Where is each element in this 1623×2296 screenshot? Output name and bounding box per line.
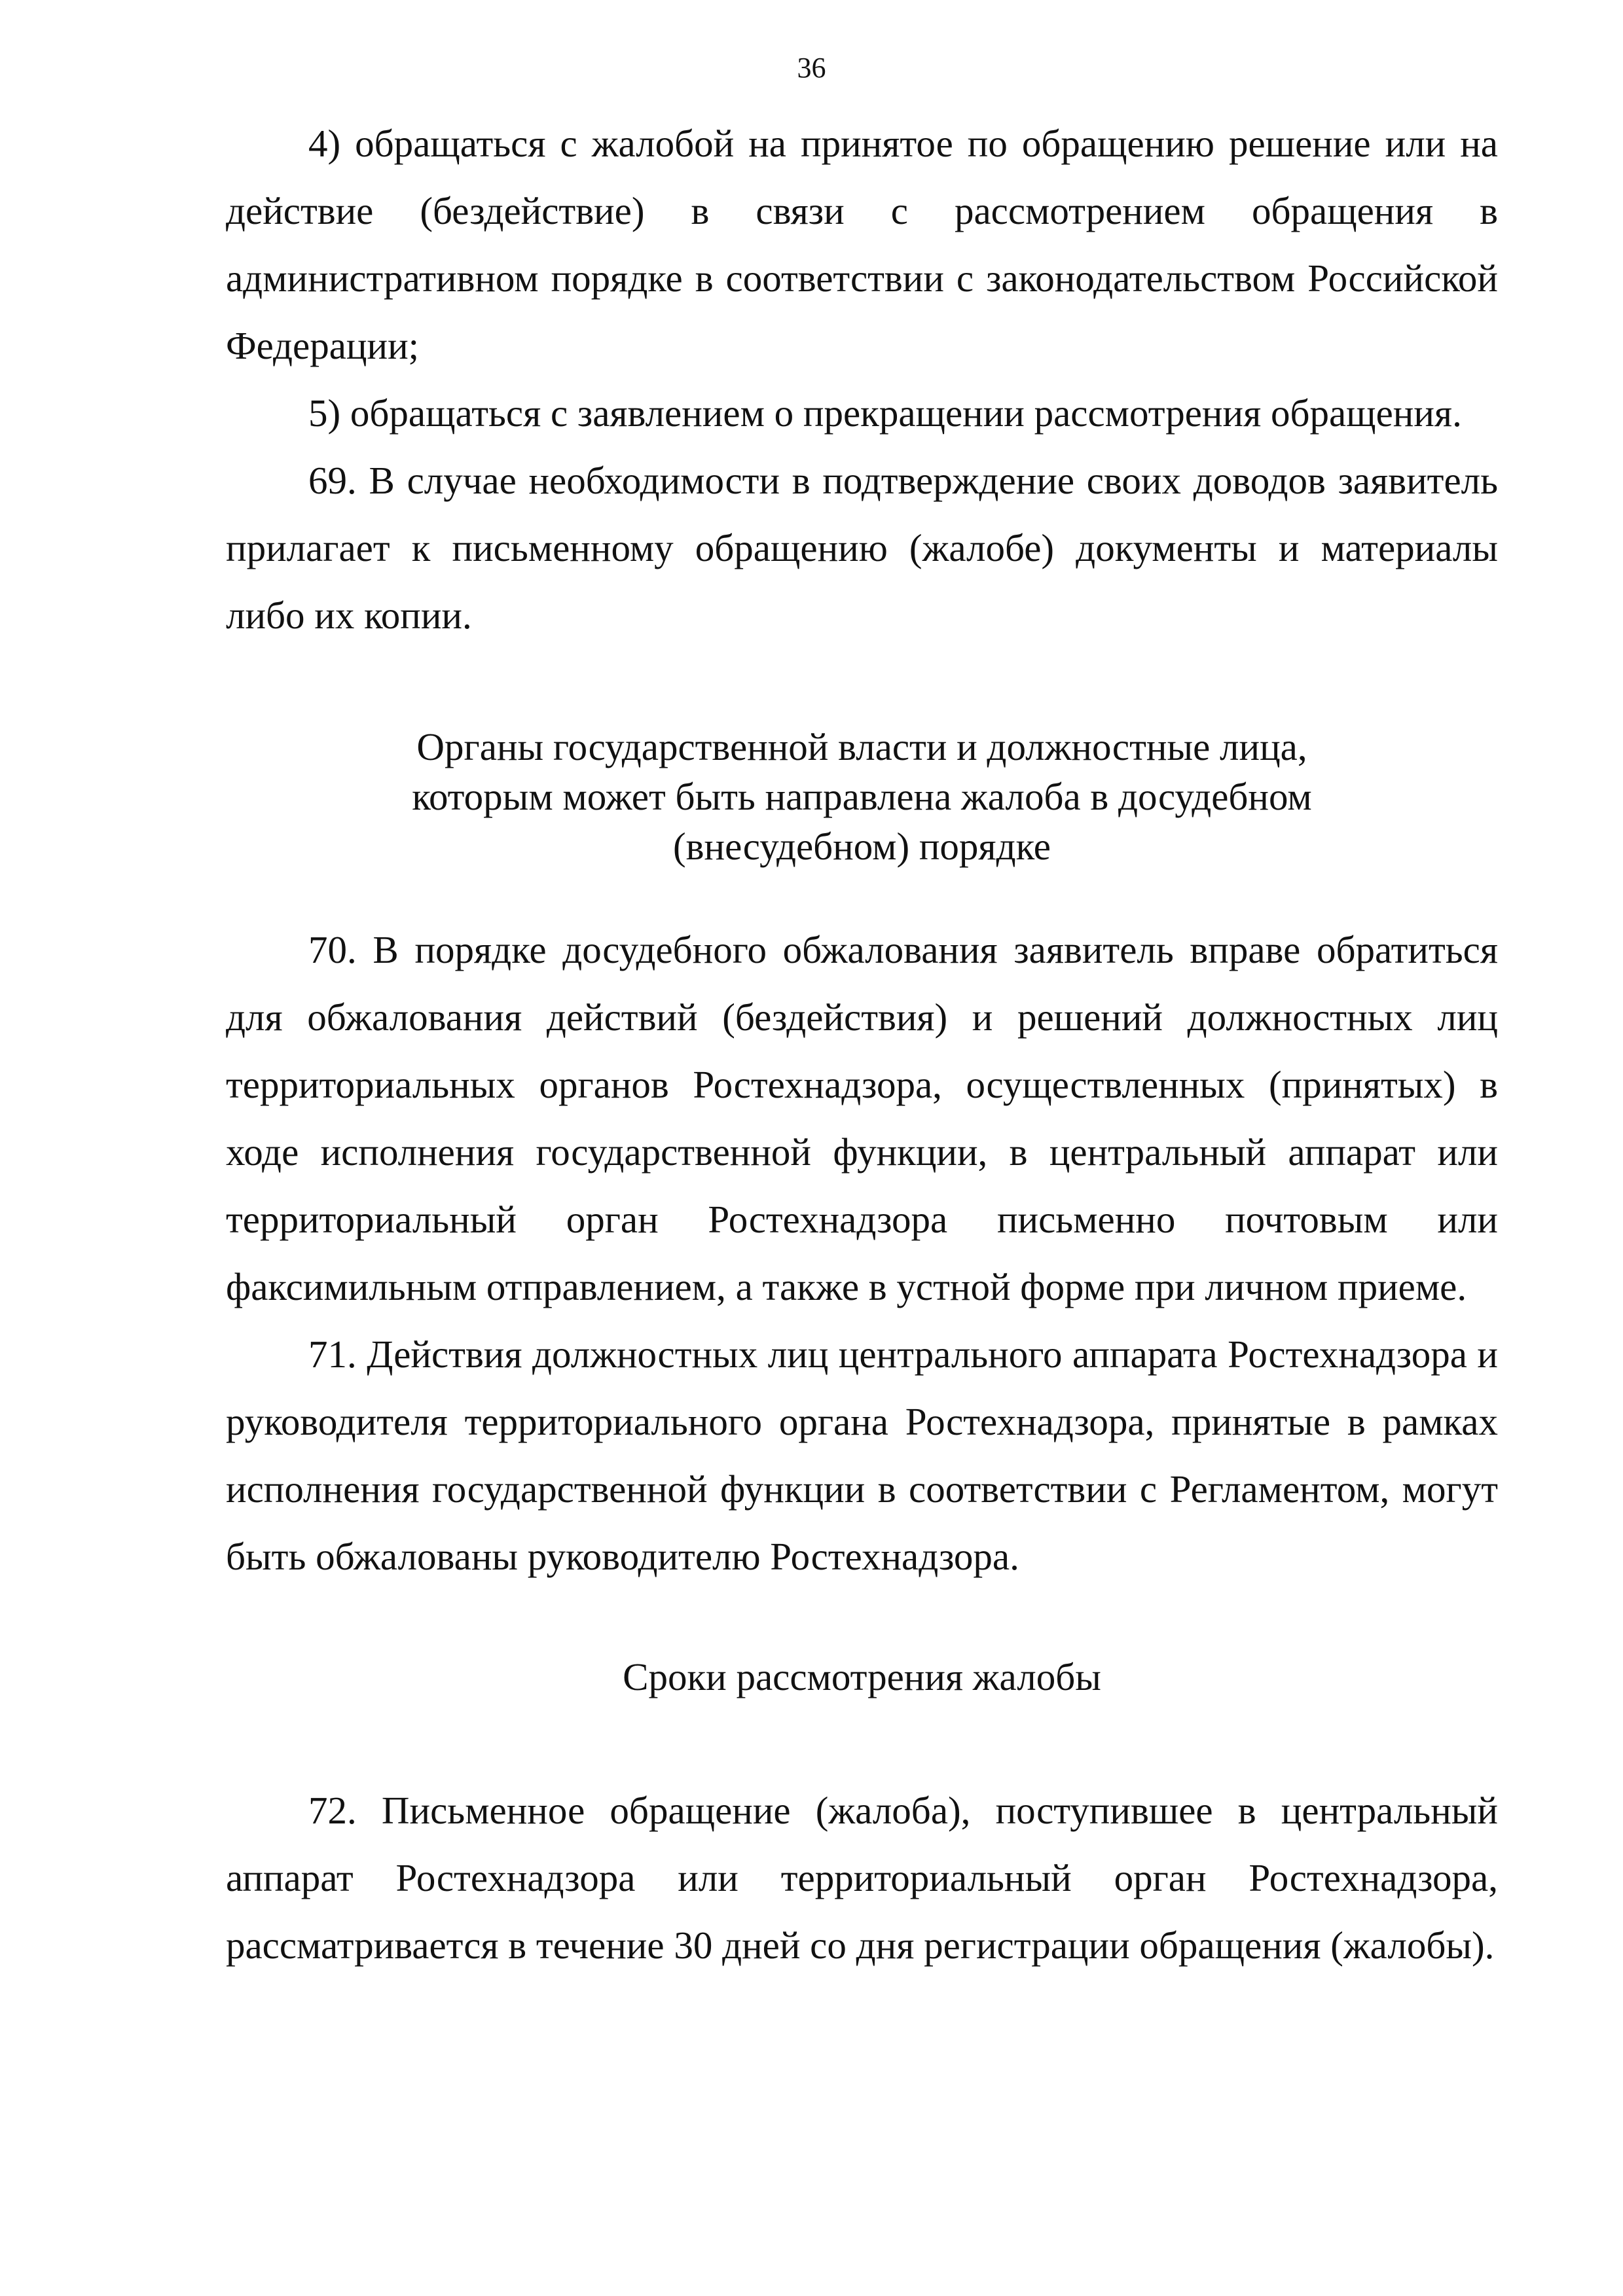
heading-line: которым может быть направлена жалоба в досудебном [412,775,1312,818]
heading-line: Органы государственной власти и должностные лица, [416,725,1307,768]
section-heading-review-period: Сроки рассмотрения жалобы [623,1655,1101,1698]
paragraph-71: 71. Действия должностных лиц центрального аппарата Ростехнадзора и руководителя территориального органа Ростехнадзора, принятые в рамках исполнения государственной функции в соответствии с Регламентом, могут быть обжалованы руководителю Ростехнадзора. [226,1333,1498,1578]
paragraph-item-4: 4) обращаться с жалобой на принятое по обращению решение или на действие (бездействие) в связи с рассмотрением обращения в административном порядке в соответствии с законодательством Российской Федерации; [226,122,1498,367]
section-heading-authorities [226,722,1498,871]
paragraph-72: 72. Письменное обращение (жалоба), поступившее в центральный аппарат Ростехнадзора или территориальный орган Ростехнадзора, рассматривается в течение 30 дней со дня регистрации обращения (жалобы). [226,1789,1498,1967]
heading-line: (внесудебном) порядке [673,825,1051,868]
paragraph-69: 69. В случае необходимости в подтверждение своих доводов заявитель прилагает к письменному обращению (жалобе) документы и материалы либо их копии. [226,459,1498,637]
paragraph-item-5: 5) обращаться с заявлением о прекращении рассмотрения обращения. [308,391,1462,435]
paragraph-70: 70. В порядке досудебного обжалования заявитель вправе обратиться для обжалования действий (бездействия) и решений должностных лиц территориальных органов Ростехнадзора, осуществленных (принятых) в ходе исполнения государственной функции, в центральный аппарат или территориальный орган Ростехнадзора письменно почтовым или факсимильным отправлением, а также в устной форме при личном приеме. [226,928,1498,1308]
page-number: 36 [797,52,826,84]
